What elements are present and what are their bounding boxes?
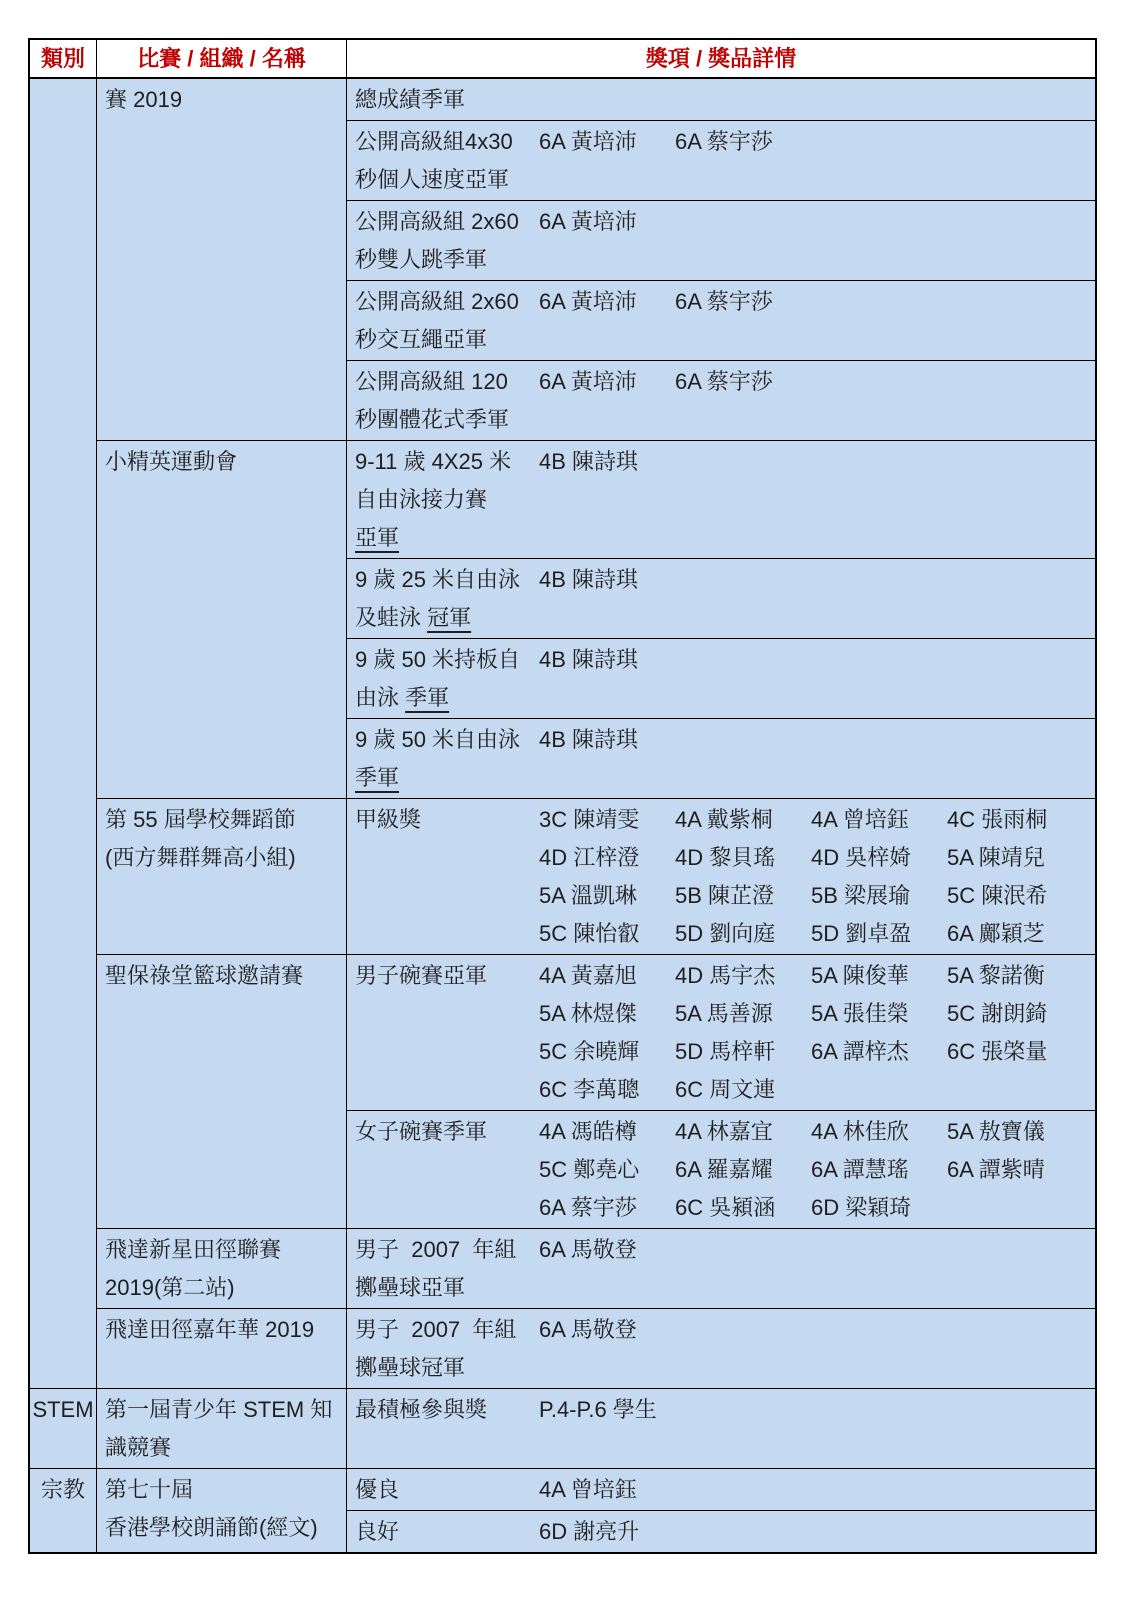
award-title-text: 9 歲 50 米持板自 xyxy=(355,647,521,672)
names-grid xyxy=(539,957,1095,1109)
award-title xyxy=(355,283,539,359)
competition-row xyxy=(97,1308,1095,1388)
competition-name-line: 第七十屆 xyxy=(105,1477,194,1502)
student-name: 5D 劉向庭 xyxy=(675,921,776,946)
student-name: 6A 鄺穎芝 xyxy=(947,921,1045,946)
award-title-line xyxy=(355,599,539,637)
award-cell xyxy=(347,79,1095,120)
competition-name-line: 第 55 屆學校舞蹈節 xyxy=(105,807,296,832)
student-name: 4D 黎貝瑤 xyxy=(675,845,776,870)
award-title-text: 9 歲 50 米自由泳 xyxy=(355,727,521,752)
student-name: 6A 黃培沛 xyxy=(539,129,637,154)
competition-cell xyxy=(97,799,347,954)
names-grid xyxy=(539,641,1095,717)
student-name: 4A 曾培鈺 xyxy=(539,1477,637,1502)
header-category: 類別 xyxy=(30,40,97,77)
competition-cell xyxy=(97,1309,347,1388)
award-title-line xyxy=(355,1269,539,1307)
student-name: 5C 陳泯希 xyxy=(947,883,1048,908)
student-name: 6A 譚紫晴 xyxy=(947,1157,1045,1182)
names-row xyxy=(539,1071,1095,1109)
award-cell xyxy=(347,1110,1095,1228)
award-title-line xyxy=(355,81,539,119)
competition-cell xyxy=(97,1469,347,1552)
award-title xyxy=(355,1113,539,1227)
student-name: 5A 張佳榮 xyxy=(811,1001,909,1026)
student-name: 4A 黃嘉旭 xyxy=(539,963,637,988)
category-cell: 宗教 xyxy=(30,1469,97,1552)
names-grid xyxy=(539,721,1095,797)
award-title-line xyxy=(355,1471,539,1509)
student-name: 4D 馬宇杰 xyxy=(675,963,776,988)
student-name: 5C 余曉輝 xyxy=(539,1039,640,1064)
names-grid xyxy=(539,81,1095,119)
awards-column xyxy=(347,955,1095,1228)
award-title-text: 甲級獎 xyxy=(355,807,422,832)
student-name: 6A 蔡宇莎 xyxy=(675,289,773,314)
names-row xyxy=(539,1471,1095,1509)
student-name: 6A 蔡宇莎 xyxy=(675,369,773,394)
award-title-text: 公開高級組 120 xyxy=(355,369,508,394)
awards-column xyxy=(347,1389,1095,1468)
award-title-line xyxy=(355,321,539,359)
student-name: 4B 陳詩琪 xyxy=(539,727,639,752)
award-title-text: 最積極參與獎 xyxy=(355,1397,488,1422)
award-title xyxy=(355,81,539,119)
competition-cell xyxy=(97,441,347,798)
header-competition: 比賽 / 組織 / 名稱 xyxy=(97,40,347,77)
award-title-text: 亞軍 xyxy=(355,525,400,550)
student-name: 4B 陳詩琪 xyxy=(539,647,639,672)
category-cell xyxy=(30,79,97,1388)
competition-name-line: 飛達新星田徑聯賽 xyxy=(105,1237,282,1262)
student-name: 6A 羅嘉耀 xyxy=(675,1157,773,1182)
student-name: 5A 敖寶儀 xyxy=(947,1119,1045,1144)
award-cell xyxy=(347,1229,1095,1308)
award-title-text: 9 歲 25 米自由泳 xyxy=(355,567,521,592)
award-title xyxy=(355,123,539,199)
competition-row xyxy=(97,440,1095,798)
competition-row xyxy=(97,954,1095,1228)
competition-row xyxy=(97,1228,1095,1308)
category-cell: STEM xyxy=(30,1389,97,1468)
award-title-text: 公開高級組4x30 xyxy=(355,129,513,154)
award-title-text: 男子 2007 年組 xyxy=(355,1317,517,1342)
names-row xyxy=(539,995,1095,1033)
names-row xyxy=(539,443,1095,481)
names-row xyxy=(539,1113,1095,1151)
award-title-text: 男子 2007 年組 xyxy=(355,1237,517,1262)
award-title xyxy=(355,203,539,279)
award-title-line xyxy=(355,401,539,439)
names-row xyxy=(539,1231,1095,1269)
category-group xyxy=(30,1388,1095,1468)
award-title-text: 及蛙泳 xyxy=(355,605,428,630)
names-row xyxy=(539,839,1095,877)
award-title-line xyxy=(355,1113,539,1151)
student-name: 4D 吳梓婍 xyxy=(811,845,912,870)
student-name: 5D 馬梓軒 xyxy=(675,1039,776,1064)
award-cell xyxy=(347,1469,1095,1510)
names-grid xyxy=(539,1311,1095,1387)
award-title xyxy=(355,801,539,953)
names-row xyxy=(539,283,1095,321)
competition-name-line: 賽 2019 xyxy=(105,87,183,112)
student-name: 4D 江梓澄 xyxy=(539,845,640,870)
student-name: 3C 陳靖雯 xyxy=(539,807,640,832)
student-name: 5A 陳俊華 xyxy=(811,963,909,988)
competition-name-line: 第一屆青少年 STEM 知 xyxy=(105,1397,333,1422)
award-title-text: 總成績季軍 xyxy=(355,87,466,112)
competition-name-line: 小精英運動會 xyxy=(105,449,238,474)
award-cell xyxy=(347,441,1095,558)
award-title-line xyxy=(355,759,539,797)
names-grid xyxy=(539,1231,1095,1307)
award-cell xyxy=(347,718,1095,798)
award-title xyxy=(355,1231,539,1307)
names-row xyxy=(539,1151,1095,1189)
names-row xyxy=(539,721,1095,759)
student-name: 5B 陳芷澄 xyxy=(675,883,775,908)
category-group xyxy=(30,79,1095,1388)
award-title xyxy=(355,641,539,717)
table-header-row xyxy=(30,40,1095,79)
student-name: 5D 劉卓盈 xyxy=(811,921,912,946)
names-row xyxy=(539,915,1095,953)
competition-cell xyxy=(97,1229,347,1308)
competitions-column xyxy=(97,79,1095,1388)
award-title-text: 冠軍 xyxy=(427,605,472,630)
award-title-line xyxy=(355,1391,539,1429)
competition-row xyxy=(97,79,1095,440)
student-name: 4B 陳詩琪 xyxy=(539,567,639,592)
awards-column xyxy=(347,1309,1095,1388)
award-title xyxy=(355,1311,539,1387)
names-row xyxy=(539,561,1095,599)
names-grid xyxy=(539,363,1095,439)
award-title xyxy=(355,1391,539,1467)
award-title-line xyxy=(355,1311,539,1349)
student-name: 6D 謝亮升 xyxy=(539,1519,640,1544)
award-cell xyxy=(347,360,1095,440)
award-title-line xyxy=(355,161,539,199)
awards-column xyxy=(347,1469,1095,1552)
award-title xyxy=(355,443,539,557)
award-cell xyxy=(347,955,1095,1110)
award-cell xyxy=(347,120,1095,200)
student-name: 5A 溫凱琳 xyxy=(539,883,637,908)
award-cell xyxy=(347,558,1095,638)
student-name: 6C 張棨量 xyxy=(947,1039,1048,1064)
awards-column xyxy=(347,441,1095,798)
student-name: 6A 馬敬登 xyxy=(539,1317,637,1342)
student-name: 6A 蔡宇莎 xyxy=(539,1195,637,1220)
competition-name-line: 飛達田徑嘉年華 2019 xyxy=(105,1317,315,1342)
student-name: 5B 梁展瑜 xyxy=(811,883,911,908)
award-cell xyxy=(347,638,1095,718)
student-name: 6D 梁穎琦 xyxy=(811,1195,912,1220)
competitions-column xyxy=(97,1469,1095,1552)
award-title-line xyxy=(355,519,539,557)
competition-name-line: 2019(第二站) xyxy=(105,1275,235,1300)
student-name: 6A 黃培沛 xyxy=(539,209,637,234)
names-row xyxy=(539,1513,1095,1551)
competition-name-line: 識競賽 xyxy=(105,1435,172,1460)
award-title-text: 優良 xyxy=(355,1477,400,1502)
award-title-text: 9-11 歲 4X25 米 xyxy=(355,449,512,474)
names-row xyxy=(539,203,1095,241)
awards-column xyxy=(347,79,1095,440)
award-title-line xyxy=(355,443,539,481)
student-name: 6A 馬敬登 xyxy=(539,1237,637,1262)
header-awards: 獎項 / 獎品詳情 xyxy=(645,46,797,71)
names-row xyxy=(539,1311,1095,1349)
competition-row xyxy=(97,1469,1095,1552)
competition-cell xyxy=(97,79,347,440)
competition-cell xyxy=(97,955,347,1228)
award-title-text: 秒團體花式季軍 xyxy=(355,407,510,432)
award-title-text: 季軍 xyxy=(405,685,450,710)
award-title-text: 公開高級組 2x60 xyxy=(355,209,519,234)
award-title-text: 秒雙人跳季軍 xyxy=(355,247,488,272)
award-title-line xyxy=(355,123,539,161)
names-row xyxy=(539,1033,1095,1071)
award-title-line xyxy=(355,641,539,679)
names-grid xyxy=(539,1471,1095,1509)
student-name: 4B 陳詩琪 xyxy=(539,449,639,474)
award-cell xyxy=(347,1309,1095,1388)
award-title xyxy=(355,1471,539,1509)
award-title-line xyxy=(355,721,539,759)
table-body xyxy=(30,79,1095,1552)
award-title-line xyxy=(355,481,539,519)
category-group xyxy=(30,1468,1095,1552)
student-name: 6A 黃培沛 xyxy=(539,369,637,394)
student-name: 4A 曾培鈺 xyxy=(811,807,909,832)
student-name: 4A 馮皓樽 xyxy=(539,1119,637,1144)
award-title-line xyxy=(355,1513,539,1551)
award-title xyxy=(355,721,539,797)
award-title-line xyxy=(355,957,539,995)
award-cell xyxy=(347,799,1095,954)
award-title-line xyxy=(355,283,539,321)
awards-column xyxy=(347,1229,1095,1308)
award-cell xyxy=(347,1510,1095,1552)
award-title-line xyxy=(355,203,539,241)
competition-name-line: 聖保祿堂籃球邀請賽 xyxy=(105,963,304,988)
award-title xyxy=(355,1513,539,1551)
competition-name-line: (西方舞群舞高小組) xyxy=(105,845,296,870)
student-name: 5C 陳怡叡 xyxy=(539,921,640,946)
names-grid xyxy=(539,801,1095,953)
award-title-line xyxy=(355,801,539,839)
student-name: 5A 馬善源 xyxy=(675,1001,773,1026)
award-title-text: 女子碗賽季軍 xyxy=(355,1119,488,1144)
awards-table xyxy=(28,38,1097,1554)
names-grid xyxy=(539,1391,1095,1467)
student-name: 6C 吳潁涵 xyxy=(675,1195,776,1220)
award-cell xyxy=(347,1389,1095,1468)
names-row xyxy=(539,1391,1095,1429)
award-title-text: 擲壘球冠軍 xyxy=(355,1355,466,1380)
award-title-text: 自由泳接力賽 xyxy=(355,487,488,512)
student-name: 5A 林煜傑 xyxy=(539,1001,637,1026)
student-name: 5A 陳靖兒 xyxy=(947,845,1045,870)
student-name: P.4-P.6 學生 xyxy=(539,1397,657,1422)
names-row xyxy=(539,363,1095,401)
names-row xyxy=(539,1189,1095,1227)
student-name: 6A 黃培沛 xyxy=(539,289,637,314)
award-title-line xyxy=(355,561,539,599)
names-row xyxy=(539,801,1095,839)
names-grid xyxy=(539,443,1095,557)
award-title-text: 秒交互繩亞軍 xyxy=(355,327,488,352)
award-title xyxy=(355,957,539,1109)
names-grid xyxy=(539,203,1095,279)
names-row xyxy=(539,877,1095,915)
award-title-line xyxy=(355,363,539,401)
award-title-text: 公開高級組 2x60 xyxy=(355,289,519,314)
competition-name-line: 香港學校朗誦節(經文) xyxy=(105,1515,318,1540)
student-name: 6C 李萬聰 xyxy=(539,1077,640,1102)
award-title xyxy=(355,363,539,439)
student-name: 4C 張雨桐 xyxy=(947,807,1048,832)
award-cell xyxy=(347,200,1095,280)
competitions-column xyxy=(97,1389,1095,1468)
award-title-text: 季軍 xyxy=(355,765,400,790)
award-cell xyxy=(347,280,1095,360)
competition-row xyxy=(97,1389,1095,1468)
names-row xyxy=(539,957,1095,995)
names-grid xyxy=(539,283,1095,359)
awards-column xyxy=(347,799,1095,954)
names-grid xyxy=(539,1113,1095,1227)
award-title-text: 秒個人速度亞軍 xyxy=(355,167,510,192)
names-row xyxy=(539,641,1095,679)
award-title-text: 男子碗賽亞軍 xyxy=(355,963,488,988)
award-title-line xyxy=(355,1231,539,1269)
award-title-text: 擲壘球亞軍 xyxy=(355,1275,466,1300)
competition-row xyxy=(97,798,1095,954)
names-row xyxy=(539,123,1095,161)
student-name: 6A 譚慧瑤 xyxy=(811,1157,909,1182)
competition-cell xyxy=(97,1389,347,1468)
student-name: 5A 黎諾衡 xyxy=(947,963,1045,988)
names-grid xyxy=(539,561,1095,637)
names-grid xyxy=(539,123,1095,199)
award-title-text: 由泳 xyxy=(355,685,406,710)
student-name: 4A 林嘉宜 xyxy=(675,1119,773,1144)
student-name: 5C 謝朗錡 xyxy=(947,1001,1048,1026)
award-title-line xyxy=(355,1349,539,1387)
student-name: 5C 鄭堯心 xyxy=(539,1157,640,1182)
student-name: 6A 譚梓杰 xyxy=(811,1039,909,1064)
award-title-text: 良好 xyxy=(355,1519,400,1544)
award-title-line xyxy=(355,679,539,717)
student-name: 6C 周文連 xyxy=(675,1077,776,1102)
student-name: 6A 蔡宇莎 xyxy=(675,129,773,154)
student-name: 4A 林佳欣 xyxy=(811,1119,909,1144)
award-title xyxy=(355,561,539,637)
award-title-line xyxy=(355,241,539,279)
student-name: 4A 戴紫桐 xyxy=(675,807,773,832)
names-grid xyxy=(539,1513,1095,1551)
